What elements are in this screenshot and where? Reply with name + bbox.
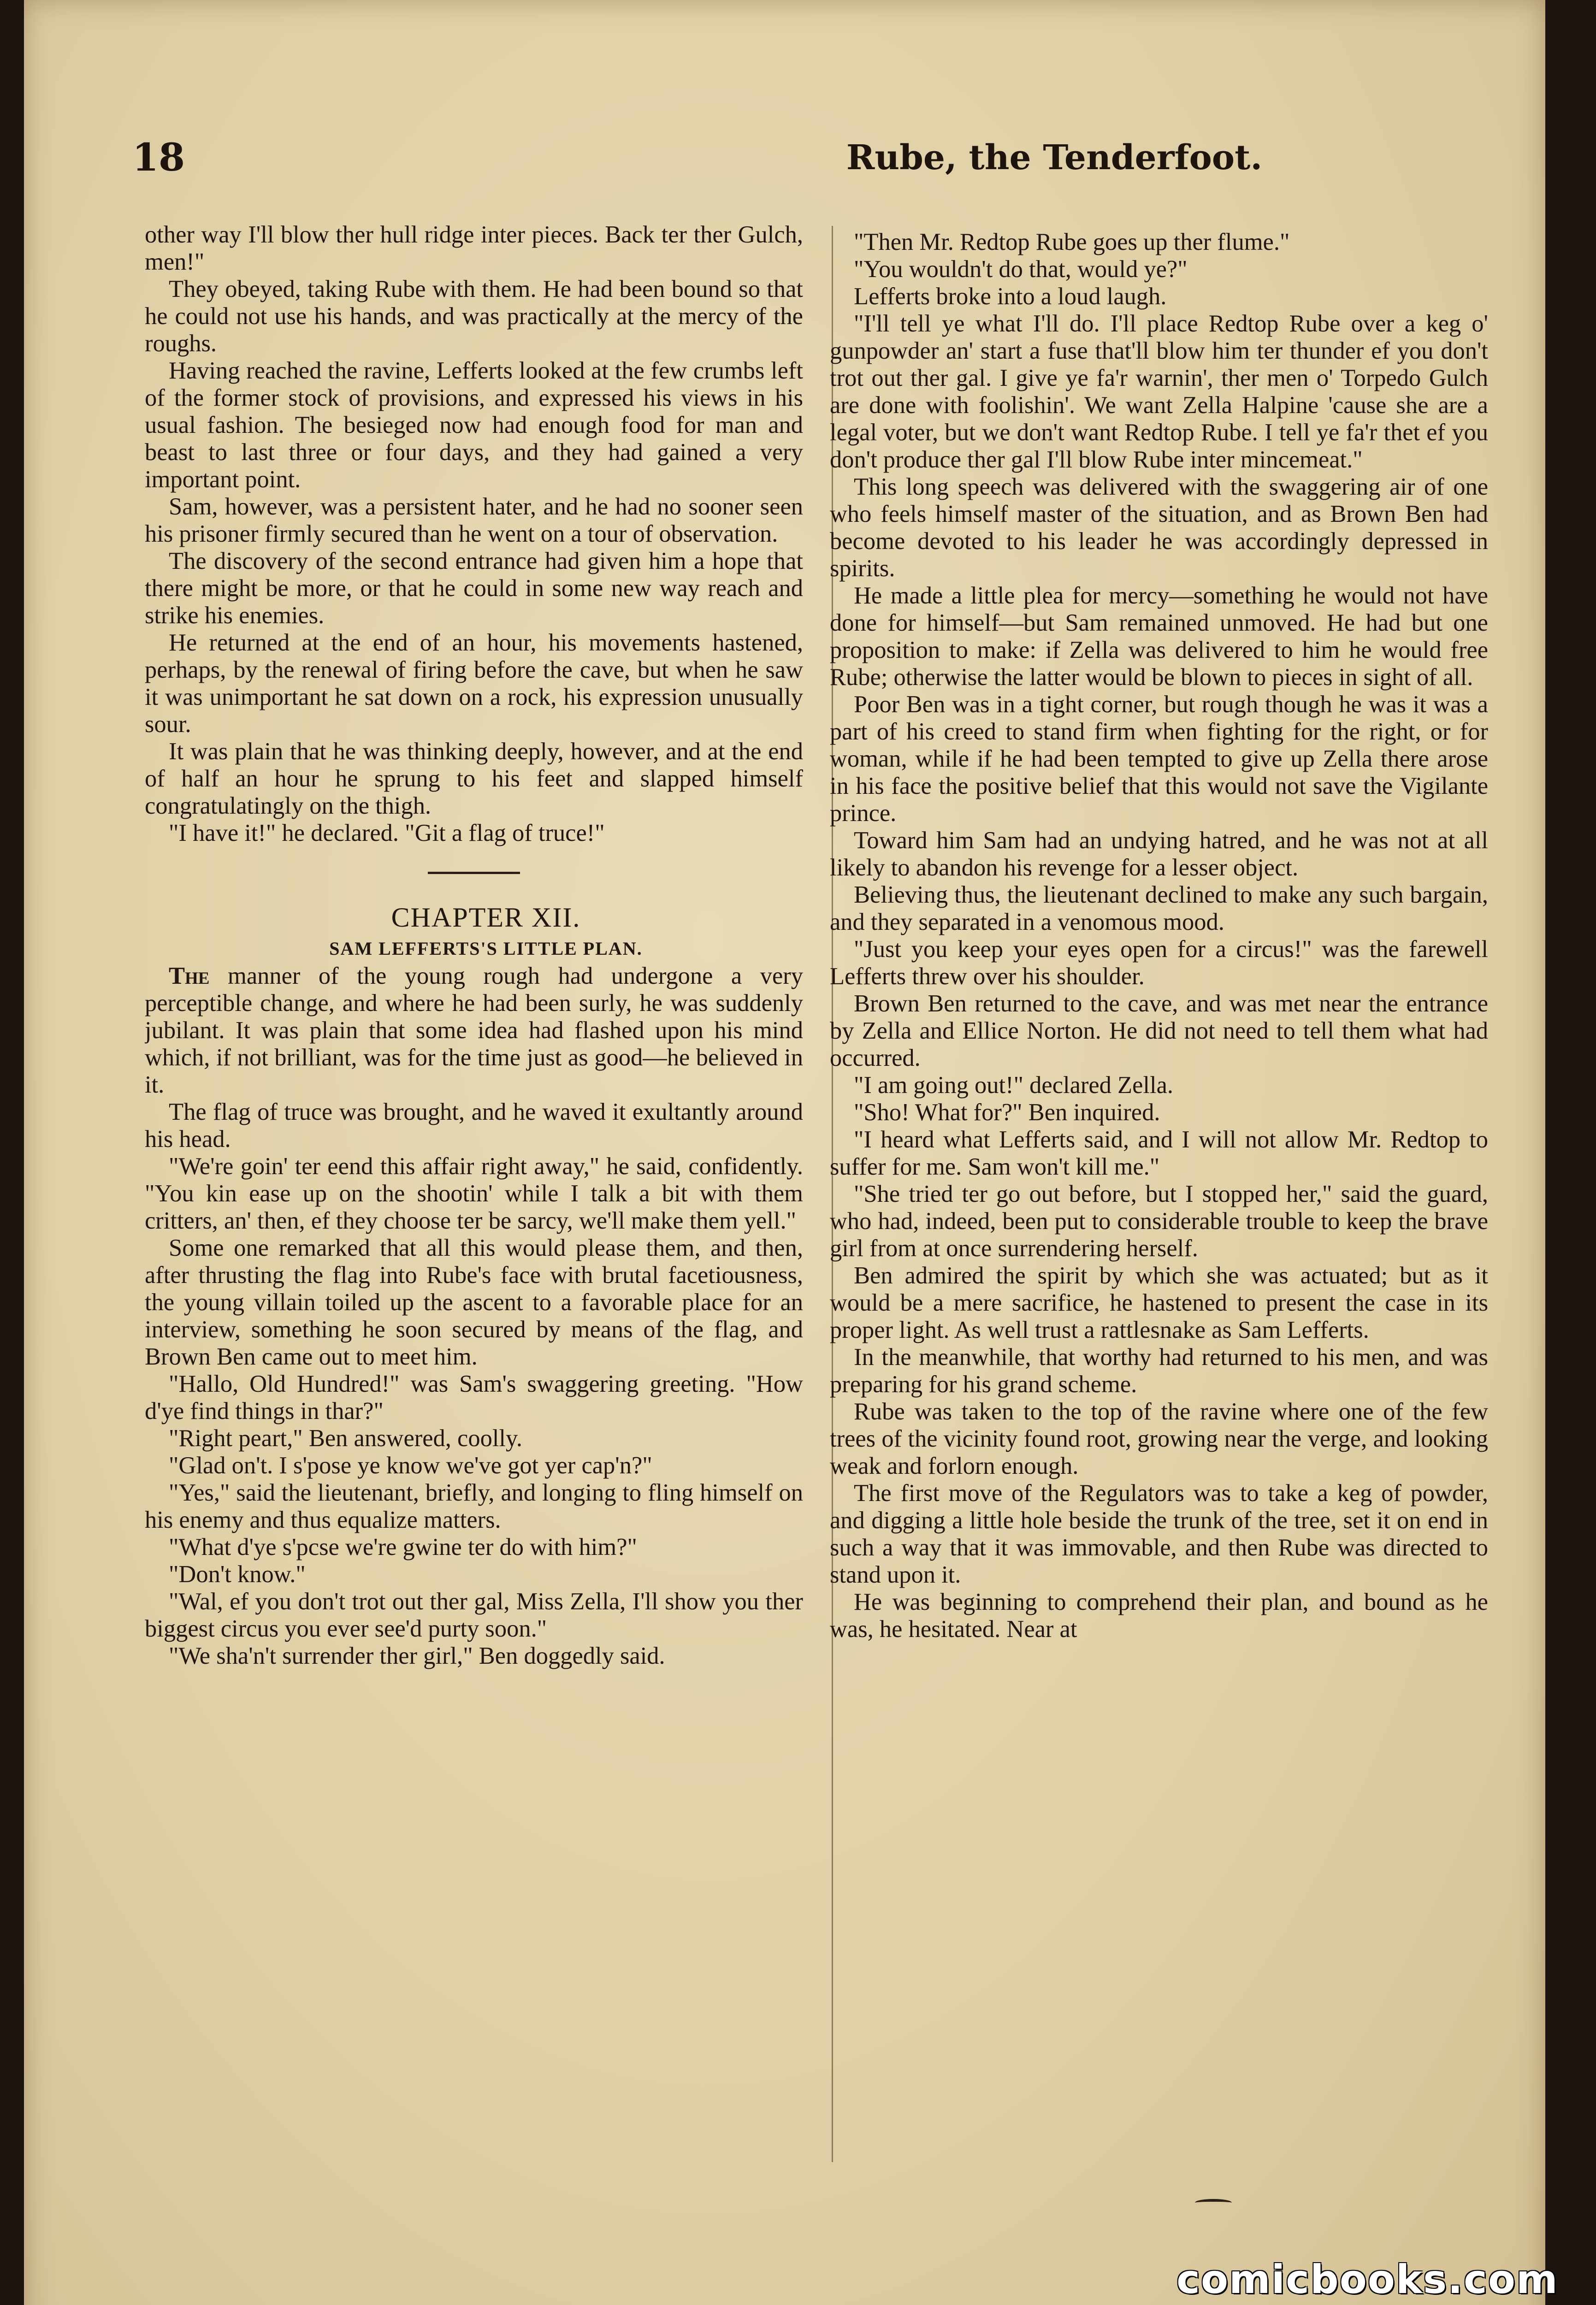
- paragraph: "Just you keep your eyes open for a circus!" was the farewell Lefferts threw over his shoulder.: [830, 936, 1488, 990]
- ink-mark: [1195, 2199, 1232, 2206]
- paragraph: Poor Ben was in a tight corner, but rough though he was it was a part of his creed to stand firm when fighting for the right, or for woman, while if he had been tempted to give up Zella there arose in his face the positive belief that this would not save the Vigilante prince.: [830, 691, 1488, 827]
- paragraph: Having reached the ravine, Lefferts looked at the few crumbs left of the former stock of provisions, and expressed his views in his usual fashion. The besieged now had enough food for man and beast to last three or four days, and they had gained a very important point.: [145, 357, 803, 493]
- paragraph: He made a little plea for mercy—something he would not have done for himself—but Sam remained unmoved. He had but one proposition to make: if Zella was delivered to him he would free Rube; otherwise the latter would be blown to pieces in sight of all.: [830, 582, 1488, 691]
- paragraph: other way I'll blow ther hull ridge inter pieces. Back ter ther Gulch, men!": [145, 221, 803, 275]
- paragraph: "Glad on't. I s'pose ye know we've got yer cap'n?": [169, 1452, 652, 1479]
- running-header: [132, 135, 1469, 190]
- paragraph: The flag of truce was brought, and he waved it exultantly around his head.: [145, 1099, 803, 1152]
- chapter-first-paragraph: [145, 963, 803, 1099]
- paragraph: "You wouldn't do that, would ye?": [854, 256, 1188, 283]
- paragraph: Believing thus, the lieutenant declined to make any such bargain, and they separated in a venomous mood.: [830, 881, 1488, 935]
- paragraph: Sam, however, was a persistent hater, and he had no sooner seen his prisoner firmly secured than he went on a tour of observation.: [145, 493, 803, 547]
- section-separator: [428, 872, 520, 874]
- paragraph: "I heard what Lefferts said, and I will not allow Mr. Redtop to suffer for me. Sam won't kill me.": [830, 1126, 1488, 1180]
- paragraph: Toward him Sam had an undying hatred, and he was not at all likely to abandon his revenge for a lesser object.: [830, 827, 1488, 881]
- paragraph: Some one remarked that all this would please them, and then, after thrusting the flag into Rube's face with brutal facetiousness, the young villain toiled up the ascent to a favorable place for an interview, something he soon secured by means of the flag, and Brown Ben came out to meet him.: [145, 1235, 803, 1370]
- left-paragraphs-after: [145, 1099, 803, 1670]
- paragraph: "I am going out!" declared Zella.: [854, 1072, 1174, 1099]
- paragraph: "She tried ter go out before, but I stopped her," said the guard, who had, indeed, been put to considerable trouble to keep the brave girl from at once surrendering herself.: [830, 1181, 1488, 1262]
- right-paragraphs: [830, 229, 1488, 1643]
- paragraph: He returned at the end of an hour, his movements hastened, perhaps, by the renewal of firing before the cave, but when he saw it was unimportant he sat down on a rock, his expression unusually sour.: [145, 629, 803, 738]
- paragraph: "Right peart," Ben answered, coolly.: [169, 1425, 522, 1452]
- paragraph: "Then Mr. Redtop Rube goes up ther flume.": [854, 229, 1290, 255]
- paragraph: It was plain that he was thinking deeply, however, and at the end of half an hour he sprung to his feet and slapped himself congratulatingly on the thigh.: [145, 738, 803, 819]
- paragraph: In the meanwhile, that worthy had returned to his men, and was preparing for his grand scheme.: [830, 1344, 1488, 1398]
- watermark-logo: comicbooks.com: [1176, 2257, 1559, 2303]
- paragraph: This long speech was delivered with the swaggering air of one who feels himself master of the situation, and as Brown Ben had become devoted to his leader he was accordingly depressed in spirits.: [830, 473, 1488, 582]
- page-number: 18: [132, 136, 185, 180]
- paragraph: "I'll tell ye what I'll do. I'll place Redtop Rube over a keg o' gunpowder an' start a fuse that'll blow him ter thunder ef you don't trot out ther gal. I give ye fa'r warnin', ther men o' Torpedo Gulch are done with foolishin'. We want Zella Halpine 'cause she are a legal voter, but we don't want Redtop Rube. I tell ye fa'r thet ef you don't produce ther gal I'll blow Rube inter mincemeat.": [830, 310, 1488, 473]
- left-paragraphs-before: [145, 221, 803, 847]
- left-column: [145, 221, 803, 2194]
- paragraph: "What d'ye s'pcse we're gwine ter do with him?": [169, 1534, 637, 1560]
- paragraph: "Wal, ef you don't trot out ther gal, Miss Zella, I'll show you ther biggest circus you ever see'd purty soon.": [145, 1588, 803, 1642]
- paragraph: "I have it!" he declared. "Git a flag of truce!": [169, 820, 605, 846]
- paragraph: "Don't know.": [169, 1561, 306, 1588]
- book-page: [24, 0, 1545, 2305]
- paragraph: They obeyed, taking Rube with them. He had been bound so that he could not use his hands, and was practically at the mercy of the roughs.: [145, 276, 803, 357]
- paragraph: The first move of the Regulators was to take a keg of powder, and digging a little hole beside the trunk of the tree, set it on end in such a way that it was immovable, and then Rube was directed to stand upon it.: [830, 1480, 1488, 1588]
- paragraph: Rube was taken to the top of the ravine where one of the few trees of the vicinity found root, growing near the verge, and looking weak and forlorn enough.: [830, 1398, 1488, 1479]
- paragraph: "We're goin' ter eend this affair right away," he said, confidently. "You kin ease up on the shootin' while I talk a bit with them critters, an' then, ef they choose ter be sarcy, we'll make them yell.": [145, 1153, 803, 1234]
- running-title: Rube, the Tenderfoot.: [846, 138, 1263, 177]
- paragraph: The discovery of the second entrance had given him a hope that there might be more, or that he could in some new way reach and strike his enemies.: [145, 548, 803, 629]
- paragraph: Lefferts broke into a loud laugh.: [854, 283, 1167, 310]
- paragraph: "We sha'n't surrender ther girl," Ben doggedly said.: [169, 1643, 665, 1669]
- paragraph: "Yes," said the lieutenant, briefly, and longing to fling himself on his enemy and thus equalize matters.: [145, 1479, 803, 1533]
- chapter-subtitle: SAM LEFFERTS'S LITTLE PLAN.: [329, 938, 643, 959]
- paragraph: Ben admired the spirit by which she was actuated; but as it would be a mere sacrifice, he hastened to present the case in its proper light. As well trust a rattlesnake as Sam Lefferts.: [830, 1262, 1488, 1343]
- paragraph: He was beginning to comprehend their plan, and bound as he was, he hesitated. Near at: [830, 1589, 1488, 1643]
- paragraph: "Sho! What for?" Ben inquired.: [854, 1099, 1160, 1126]
- paragraph: Brown Ben returned to the cave, and was met near the entrance by Zella and Ellice Norton. He did not need to tell them what had occurred.: [830, 990, 1488, 1071]
- chapter-first-paragraph-text: manner of the young rough had undergone a very perceptible change, and where he had been surly, he was suddenly jubilant. It was plain that some idea had flashed upon his mind which, if not brilliant, was for the time just as good—he believed in it.: [145, 963, 803, 1098]
- chapter-first-word: The: [169, 963, 210, 989]
- right-column: [830, 229, 1488, 2202]
- paragraph: "Hallo, Old Hundred!" was Sam's swaggering greeting. "How d'ye find things in thar?": [145, 1371, 803, 1424]
- chapter-heading: CHAPTER XII.: [391, 902, 581, 933]
